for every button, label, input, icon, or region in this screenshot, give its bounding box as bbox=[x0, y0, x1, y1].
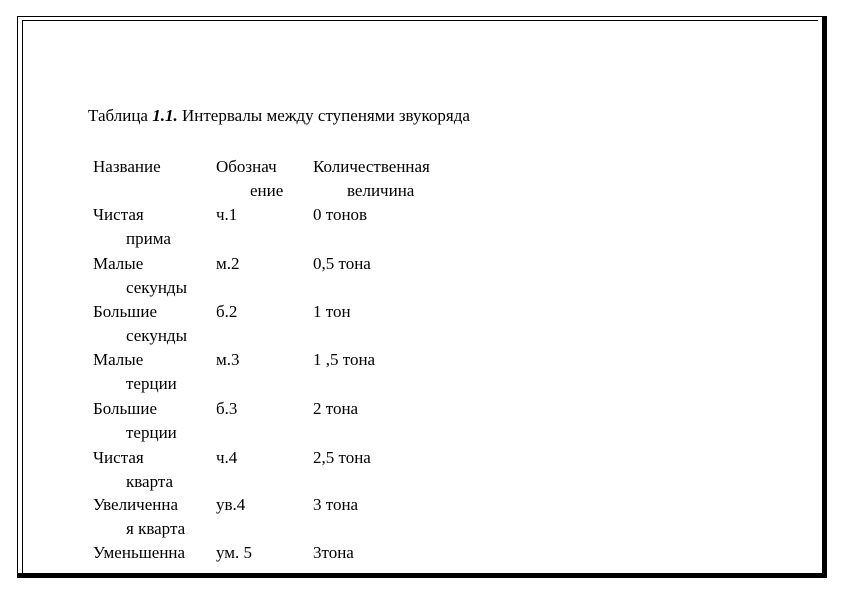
caption-prefix: Таблица bbox=[88, 106, 153, 125]
row-designation: б.2 bbox=[216, 302, 238, 321]
row-designation: б.3 bbox=[216, 399, 238, 418]
caption-text: Интервалы между ступенями звукоряда bbox=[177, 106, 470, 125]
row-designation: ч.4 bbox=[216, 448, 238, 467]
frame-shadow bbox=[822, 16, 827, 578]
row-name: Большие bbox=[93, 302, 158, 321]
row-name: Большие bbox=[93, 399, 158, 418]
header-designation: Обознач bbox=[216, 157, 277, 176]
row-name: Уменьшенна bbox=[93, 543, 186, 562]
row-value: 3 тона bbox=[313, 495, 359, 514]
row-name: Чистая bbox=[93, 448, 144, 467]
row-value: 1 ,5 тона bbox=[313, 350, 376, 369]
header-value-cont: величина bbox=[347, 181, 415, 200]
row-name-cont: кварта bbox=[126, 472, 174, 491]
row-designation: ум. 5 bbox=[216, 543, 253, 562]
row-value: 2,5 тона bbox=[313, 448, 371, 467]
row-name-cont: секунды bbox=[126, 326, 187, 345]
row-designation: м.2 bbox=[216, 254, 240, 273]
row-designation: м.3 bbox=[216, 350, 240, 369]
row-name-cont: прима bbox=[126, 229, 171, 248]
row-name-cont: терции bbox=[126, 374, 177, 393]
row-designation: ув.4 bbox=[216, 495, 246, 514]
row-value: 2 тона bbox=[313, 399, 359, 418]
header-name: Название bbox=[93, 157, 161, 176]
frame-shadow bbox=[17, 573, 827, 578]
row-name: Чистая bbox=[93, 205, 144, 224]
row-name-cont: я кварта bbox=[126, 519, 186, 538]
row-value: 0,5 тона bbox=[313, 254, 371, 273]
row-value: 3тона bbox=[313, 543, 354, 562]
caption-number: 1.1. bbox=[152, 106, 178, 125]
row-value: 0 тонов bbox=[313, 205, 368, 224]
frame-inner-line bbox=[22, 20, 818, 21]
frame-inner-line bbox=[22, 20, 23, 573]
row-designation: ч.1 bbox=[216, 205, 238, 224]
row-name-cont: секунды bbox=[126, 278, 187, 297]
row-name: Малые bbox=[93, 350, 144, 369]
header-designation-cont: ение bbox=[250, 181, 284, 200]
row-name: Малые bbox=[93, 254, 144, 273]
row-name: Увеличенна bbox=[93, 495, 179, 514]
row-name-cont: терции bbox=[126, 423, 177, 442]
row-value: 1 тон bbox=[313, 302, 351, 321]
header-value: Количественная bbox=[313, 157, 430, 176]
table-caption bbox=[88, 106, 470, 126]
